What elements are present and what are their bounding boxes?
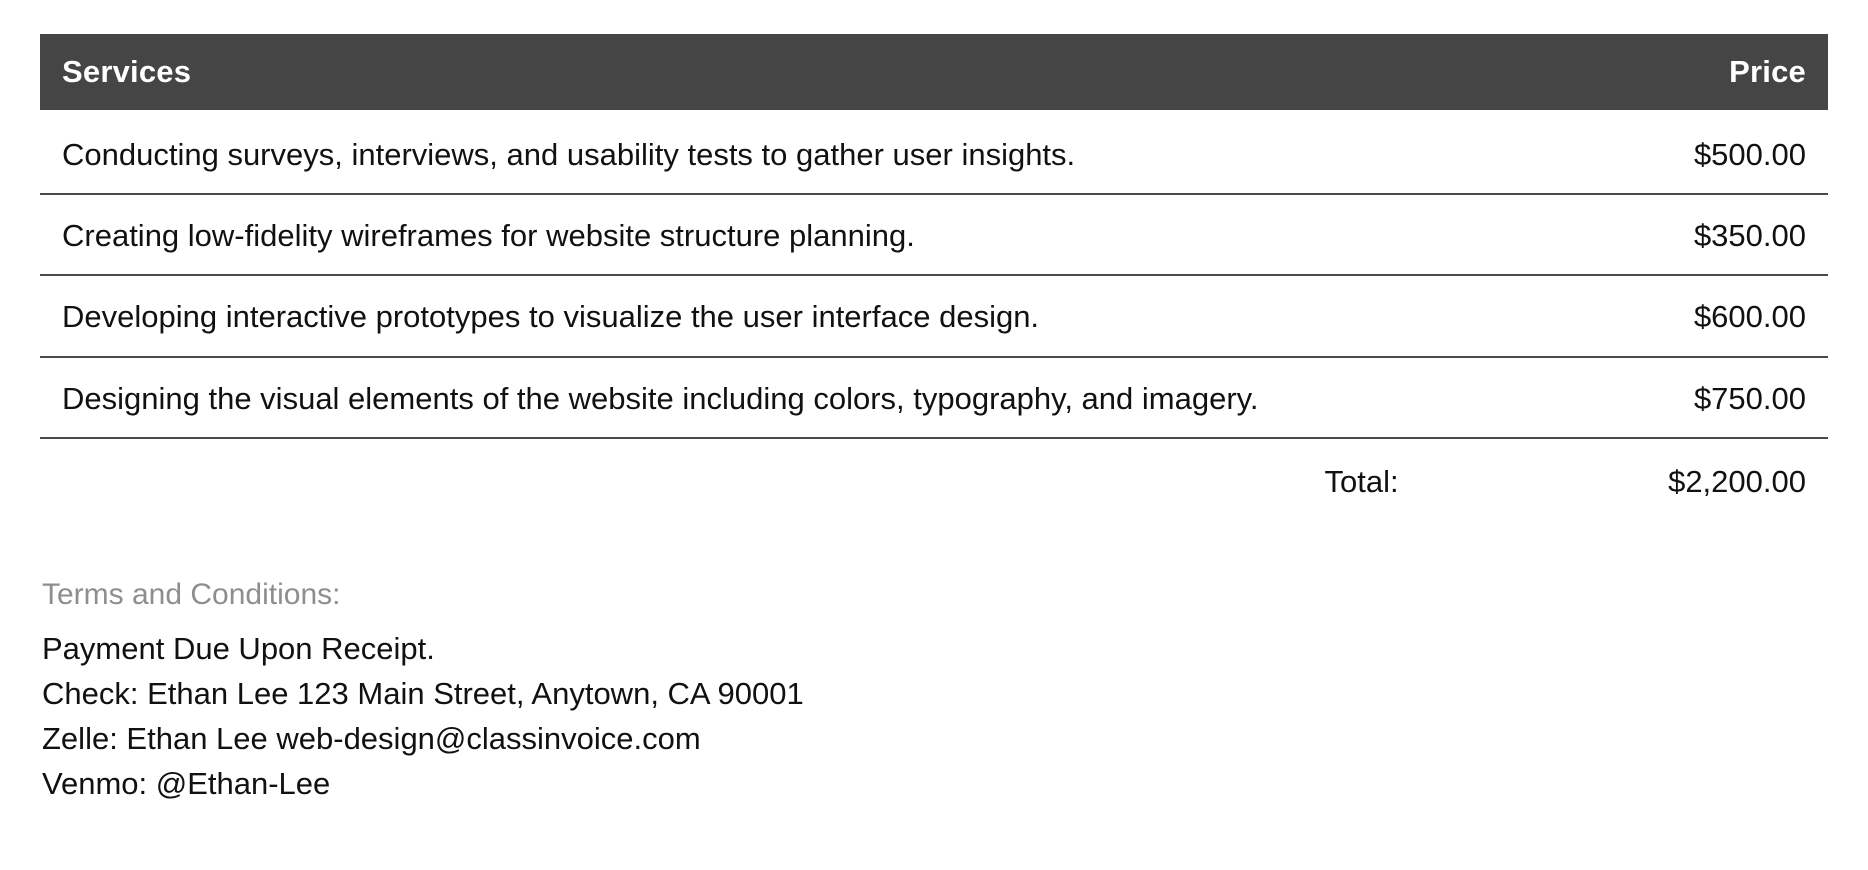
terms-line-check: Check: Ethan Lee 123 Main Street, Anytown, CA 90001 (42, 676, 804, 712)
service-price: $500.00 (1435, 110, 1828, 194)
terms-line-venmo: Venmo: @Ethan-Lee (42, 766, 331, 802)
service-description: Designing the visual elements of the website including colors, typography, and imagery. (40, 357, 1435, 438)
terms-heading: Terms and Conditions: (42, 577, 341, 611)
table-row (40, 357, 1828, 438)
service-price: $350.00 (1435, 194, 1828, 275)
terms-and-conditions-section (40, 576, 1828, 807)
total-value: $2,200.00 (1668, 463, 1806, 499)
table-header-row (40, 34, 1828, 110)
table-row (40, 110, 1828, 194)
service-description: Conducting surveys, interviews, and usability tests to gather user insights. (40, 110, 1435, 194)
total-row (40, 438, 1828, 510)
terms-line-payment: Payment Due Upon Receipt. (42, 631, 435, 667)
services-table-body (40, 110, 1828, 510)
table-row (40, 194, 1828, 275)
services-table (40, 34, 1828, 510)
terms-line-zelle: Zelle: Ethan Lee web-design@classinvoice.com (42, 721, 701, 757)
service-price: $600.00 (1435, 275, 1828, 356)
service-price: $750.00 (1435, 357, 1828, 438)
column-header-price: Price (1435, 34, 1828, 110)
table-row (40, 275, 1828, 356)
services-table-header (40, 34, 1828, 110)
service-description: Developing interactive prototypes to visualize the user interface design. (40, 275, 1435, 356)
column-header-services: Services (40, 34, 1435, 110)
total-label: Total: (1324, 463, 1399, 499)
service-description: Creating low-fidelity wireframes for website structure planning. (40, 194, 1435, 275)
